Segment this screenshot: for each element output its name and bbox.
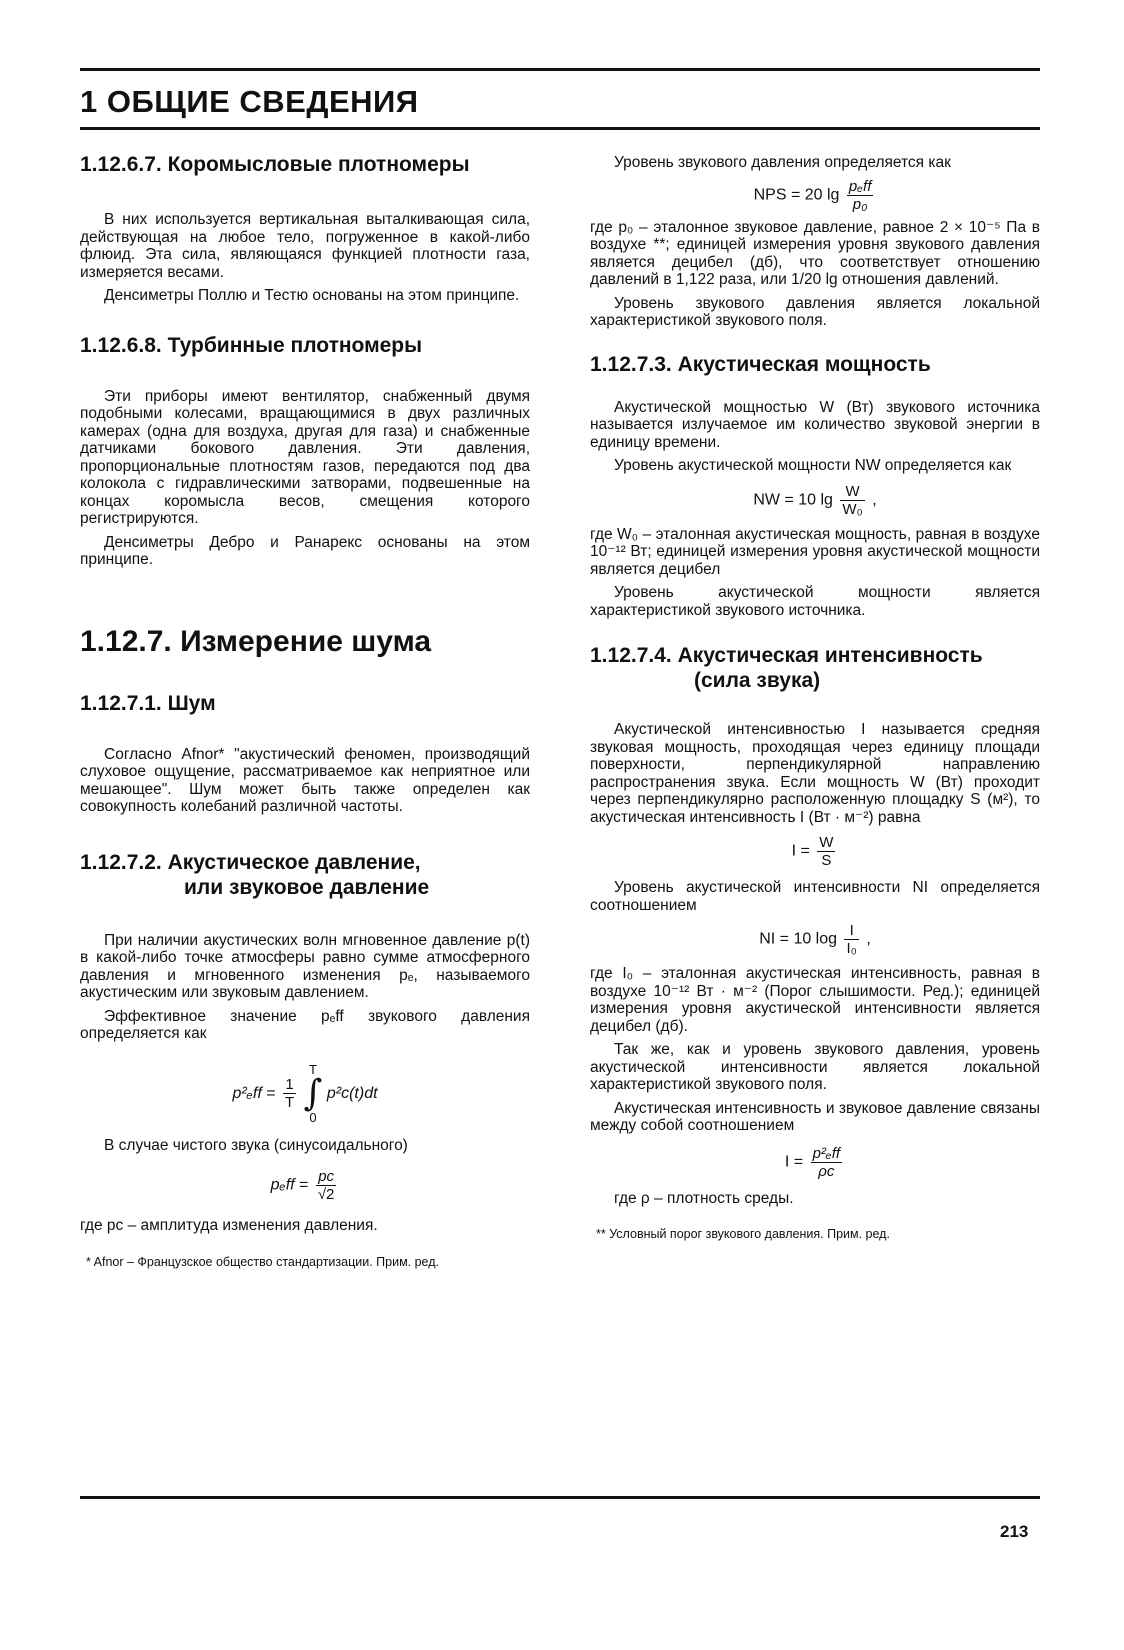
formula-fraction: [844, 922, 858, 957]
fraction-denominator: T: [285, 1094, 295, 1111]
fraction-numerator: pₑff: [848, 177, 872, 195]
paragraph: Акустической интенсивностью I называется средняя звуковая мощность, проходящая через единицу площади поверхности, перпендикулярной направлению распространения звука. Если мощность W (Вт) проходит через перпендикулярно расположенную площадку S (м²), то акустическая интенсивность I (Вт · м⁻²) равна: [590, 721, 1040, 826]
formula-lhs: I =: [791, 842, 810, 860]
formula-lhs: pₑff: [270, 1176, 295, 1194]
formula-lhs: NW = 10 lg: [753, 491, 833, 509]
paragraph: Уровень акустической мощности является характеристикой звукового источника.: [590, 584, 1040, 619]
formula-tail: ,: [872, 491, 877, 509]
section-heading: [590, 643, 1040, 693]
formula-intensity: [590, 834, 1040, 869]
section-heading: 1.12.7.3. Акустическая мощность: [590, 352, 931, 376]
fraction-numerator: W: [840, 483, 864, 501]
fraction-numerator: 1: [283, 1076, 296, 1094]
chapter-title: 1 ОБЩИЕ СВЕДЕНИЯ: [80, 84, 419, 119]
section-heading: 1.12.7.1. Шум: [80, 691, 216, 715]
heading-line: 1.12.7.4. Акустическая интенсивность: [590, 644, 983, 667]
formula-tail: ,: [866, 930, 871, 948]
left-column: [80, 150, 530, 1270]
section-heading: 1.12.6.8. Турбинные плотномеры: [80, 333, 423, 357]
fraction-denominator: I₀: [846, 940, 857, 957]
integral-sign: [304, 1063, 323, 1125]
fraction-numerator: p²ₑff: [812, 1144, 841, 1162]
formula-lhs: NI = 10 log: [759, 930, 838, 948]
formula-fraction: [283, 1076, 296, 1111]
paragraph: Денсиметры Дебро и Ранарекс основаны на этом принципе.: [80, 533, 530, 568]
paragraph: Акустическая интенсивность и звуковое давление связаны между собой соотношением: [590, 1099, 1040, 1134]
page-number: 213: [1000, 1522, 1029, 1541]
footnote: * Afnor – Французское общество стандартизации. Прим. ред.: [86, 1254, 440, 1269]
fraction-denominator: W₀: [842, 500, 863, 518]
formula-fraction: [840, 483, 864, 518]
footnote: ** Условный порог звукового давления. Прим. ред.: [596, 1227, 890, 1241]
formula-fraction: [847, 178, 874, 213]
section-heading-large: 1.12.7. Измерение шума: [80, 624, 432, 658]
formula-lhs: I =: [784, 1153, 804, 1171]
integral-lower: 0: [309, 1109, 317, 1125]
paragraph: Акустической мощностью W (Вт) звукового источника называется излучаемое им количество звуковой энергии в единицу времени.: [590, 398, 1040, 451]
formula-eq: =: [299, 1176, 309, 1194]
fraction-denominator: S: [821, 852, 832, 869]
paragraph: В них используется вертикальная выталкивающая сила, действующая на любое тело, погруженное в какой-либо флюид. Эта сила, являющаяся функцией плотности газа, измеряется весами.: [80, 211, 530, 281]
fraction-numerator: W: [819, 834, 834, 851]
formula-intensity-pressure: [590, 1145, 1040, 1180]
formula-lhs: NPS = 20 lg: [753, 186, 840, 204]
fraction-numerator: I: [844, 922, 858, 940]
fraction-denominator: p₀: [852, 195, 868, 213]
right-column: [590, 150, 1040, 1242]
header-rule: [80, 127, 1040, 130]
formula-fraction: [811, 1145, 842, 1180]
paragraph: Уровень акустической интенсивности NI определяется соотношением: [590, 879, 1040, 914]
heading-line: (сила звука): [694, 669, 821, 692]
section-heading: 1.12.6.7. Коромысловые плотномеры: [80, 153, 470, 176]
section-heading: [80, 850, 530, 900]
fraction-denominator: ρc: [818, 1162, 835, 1180]
formula-fraction: [316, 1168, 337, 1203]
paragraph: где pc – амплитуда изменения давления.: [80, 1217, 378, 1234]
formula-lhs: p²ₑff: [232, 1084, 262, 1102]
paragraph: Уровень звукового давления является локальной характеристикой звукового поля.: [590, 294, 1040, 329]
formula-eq: =: [266, 1084, 276, 1102]
integral-glyph: ∫: [303, 1072, 323, 1114]
formula-integrand: p²c(t)dt: [326, 1084, 378, 1102]
paragraph: Уровень акустической мощности NW определяется как: [614, 457, 1012, 474]
paragraph: Так же, как и уровень звукового давления, уровень акустической интенсивности является локальной характеристикой звукового поля.: [590, 1041, 1040, 1093]
paragraph: В случае чистого звука (синусоидального): [104, 1136, 408, 1154]
paragraph: Уровень звукового давления определяется как: [614, 154, 951, 171]
paragraph: где p₀ – эталонное звуковое давление, равное 2 × 10⁻⁵ Па в воздухе **; единицей измерения уровня звукового давления является децибел (дб), что соответствует отношению давлений в 1,122 раза, или 1/20 lg отношения давлений.: [590, 218, 1040, 288]
paragraph: где ρ – плотность среды.: [614, 1189, 794, 1207]
formula-nw: [590, 483, 1040, 518]
heading-line: 1.12.7.2. Акустическое давление,: [80, 850, 421, 874]
formula-fraction: [817, 834, 835, 869]
paragraph: Эффективное значение pₑff звукового давления определяется как: [80, 1007, 530, 1042]
formula-ni: [590, 922, 1040, 957]
fraction-numerator: pc: [316, 1168, 337, 1186]
heading-line: или звуковое давление: [184, 875, 430, 899]
top-rule: [80, 68, 1040, 71]
paragraph: где W₀ – эталонная акустическая мощность, равная в воздухе 10⁻¹² Вт; единицей измерения уровня акустической мощности является децибел: [590, 525, 1040, 578]
formula-effective-pressure: [80, 1063, 530, 1125]
paragraph: Денсиметры Поллю и Тестю основаны на этом принципе.: [104, 287, 520, 304]
paragraph: Эти приборы имеют вентилятор, снабженный двумя подобными колесами, вращающимися в двух различных камерах (одна для воздуха, другая для газа) и снабженные датчиками бокового давления. Эти давления, пропорциональные плотностям газов, передаются под два колокола с гидравлическими затворами, подвешенные на концах коромысла весов, смещения которого регистрируются.: [80, 387, 530, 527]
fraction-denominator: √2: [317, 1186, 335, 1203]
paragraph: Согласно Afnor* "акустический феномен, производящий слуховое ощущение, рассматриваемое как неприятное или мешающее". Шум может быть также определен как совокупность колебаний различной частоты.: [80, 745, 530, 815]
integral-upper: T: [309, 1061, 317, 1077]
paragraph: где I₀ – эталонная акустическая интенсивность, равная в воздухе 10⁻¹² Вт · м⁻² (Порог слышимости. Ред.); единицей измерения уровня акустической интенсивности является децибел (дб).: [590, 965, 1040, 1035]
paragraph: При наличии акустических волн мгновенное давление p(t) в какой-либо точке атмосферы равно сумме атмосферного давления и мгновенного изменения pₑ, называемого акустическим или звуковым давлением.: [80, 931, 530, 1001]
formula-rms-pressure: [80, 1168, 530, 1203]
footer-rule: [80, 1496, 1040, 1499]
formula-nps: [590, 178, 1040, 213]
